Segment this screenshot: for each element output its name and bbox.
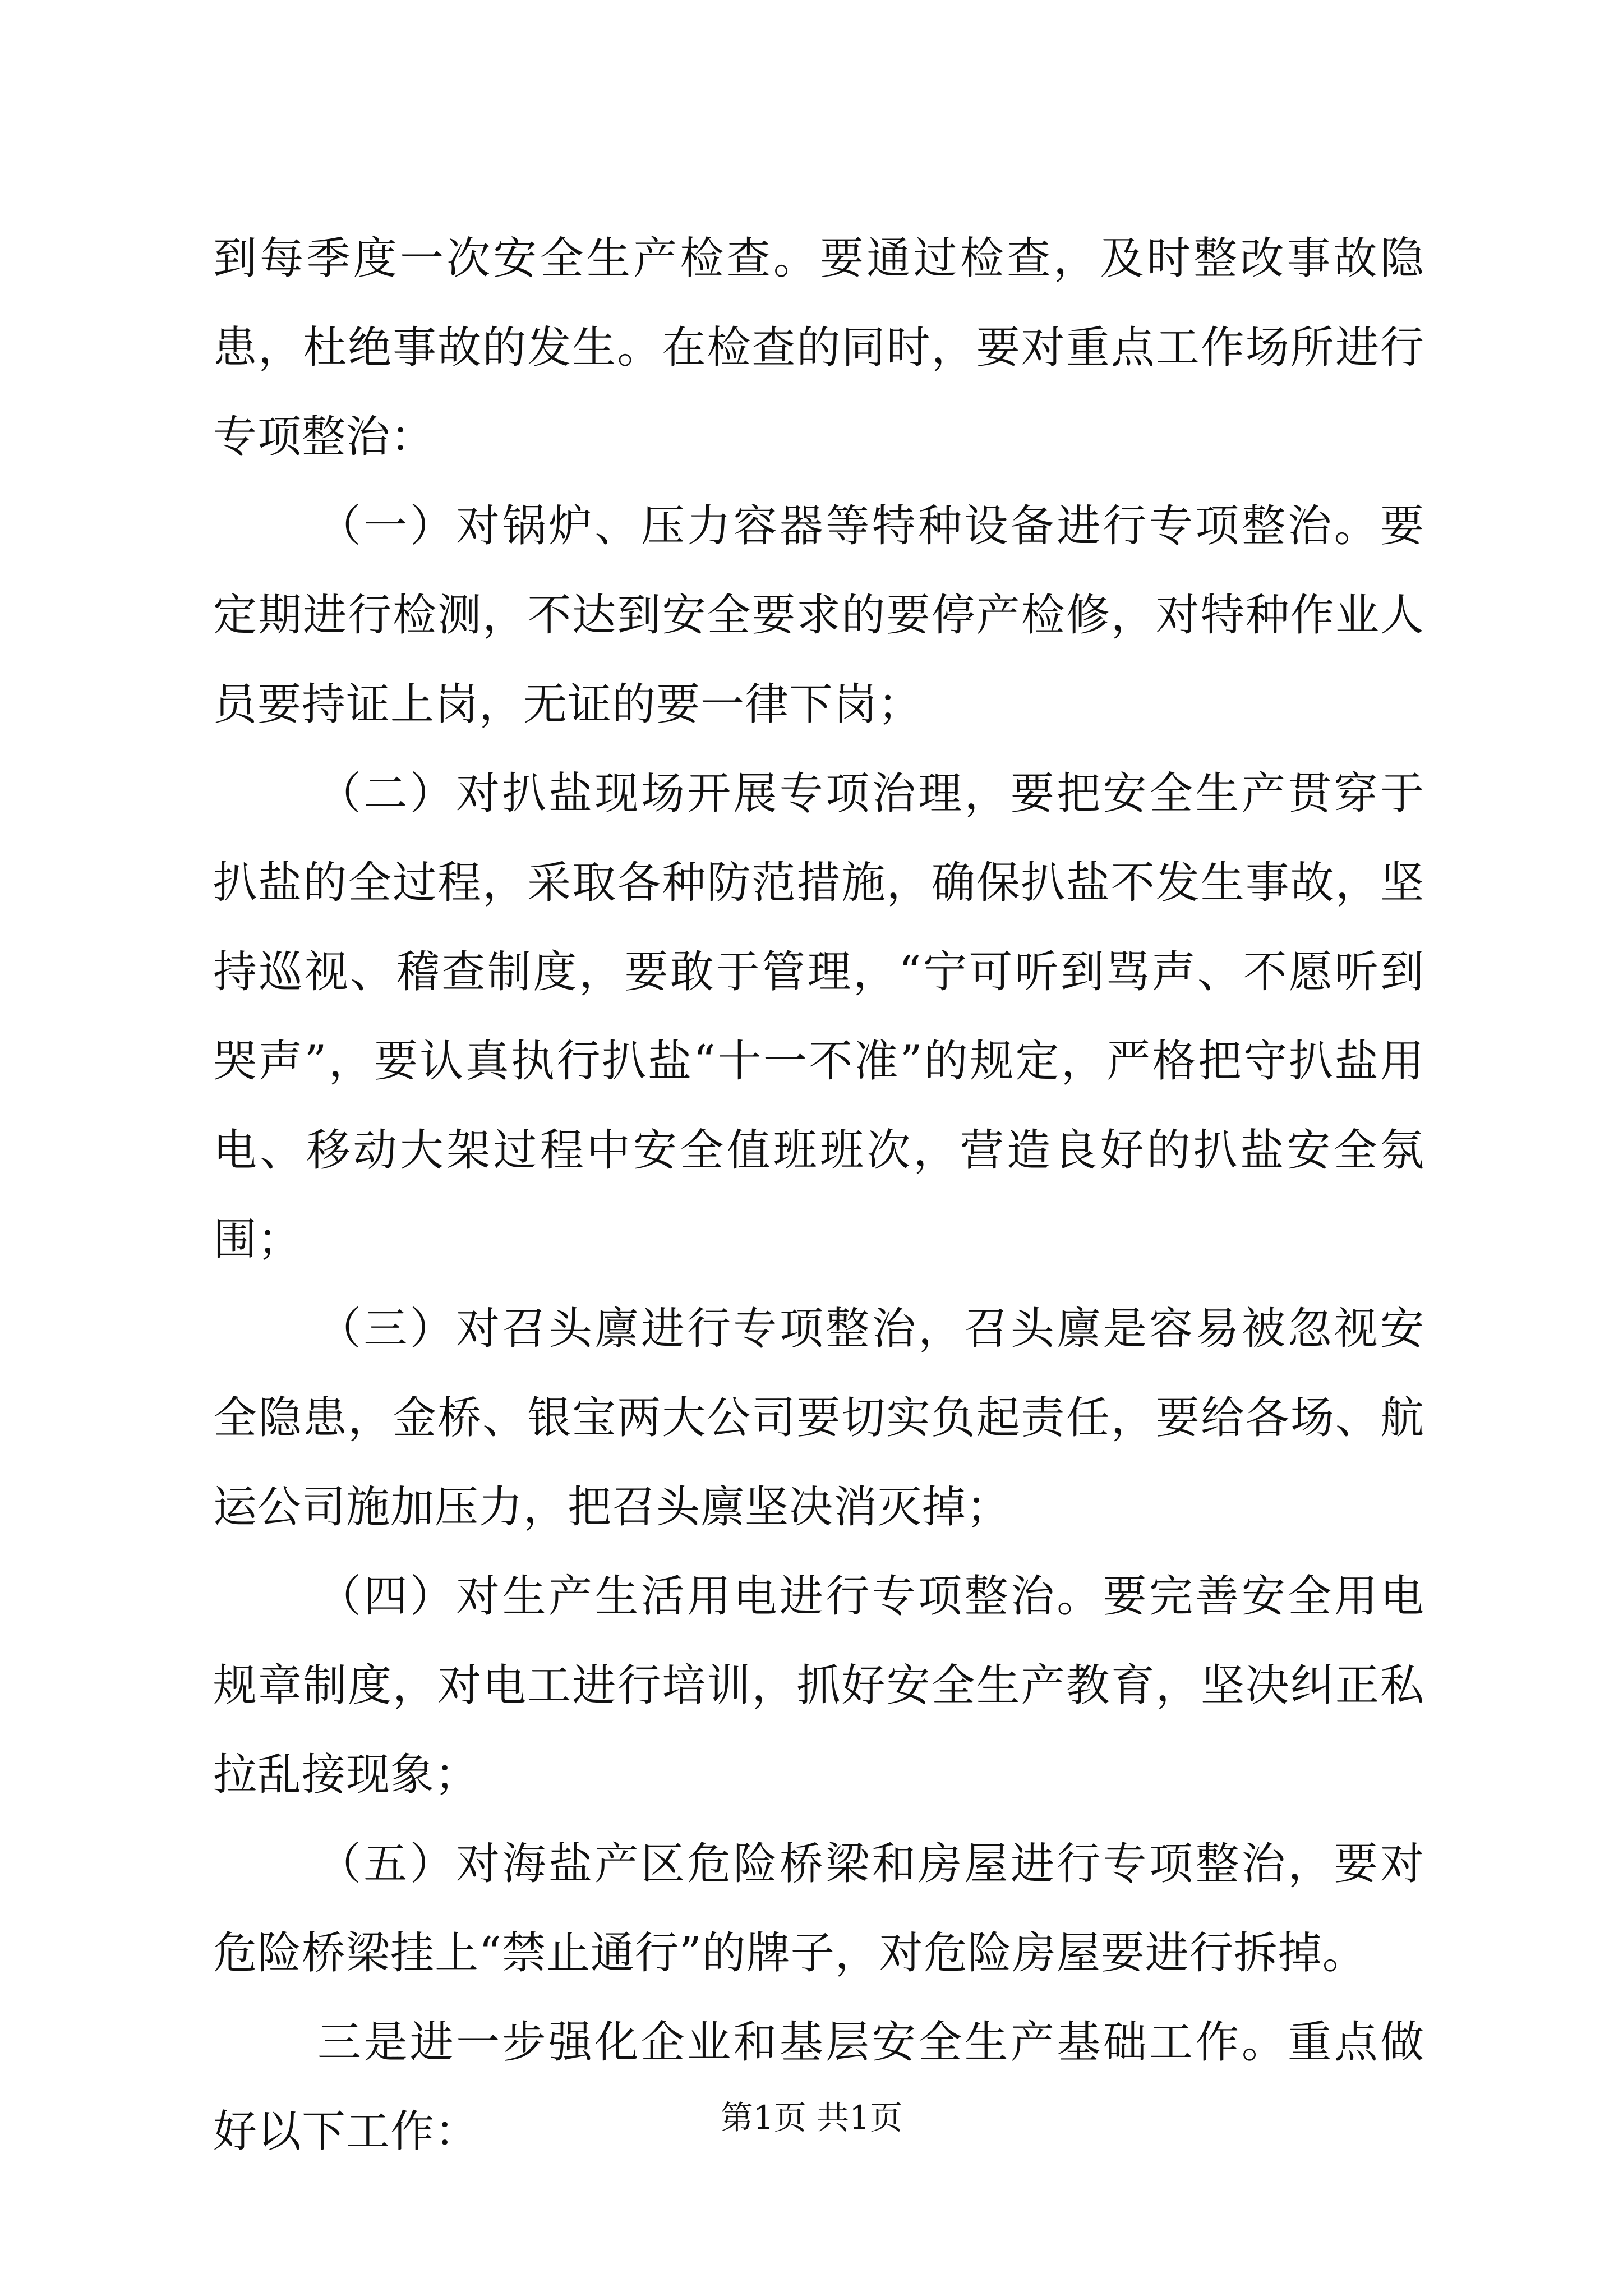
body-text [213,214,1424,2177]
paragraph-item-3: （三）对召头廪进行专项整治，召头廪是容易被忽视安全隐患，金桥、银宝两大公司要切实负起责任，要给各场、航运公司施加压力，把召头廪坚决消灭掉； [213,1304,1424,1533]
paragraph-item-2: （二）对扒盐现场开展专项治理，要把安全生产贯穿于扒盐的全过程，采取各种防范措施，确保扒盐不发生事故，坚持巡视、稽查制度，要敢于管理，“宁可听到骂声、不愿听到哭声”，要认真执行扒盐“十一不准”的规定，严格把守扒盐用电、移动大架过程中安全值班班次，营造良好的扒盐安全氛围； [213,769,1424,1265]
paragraph-continuation: 到每季度一次安全生产检查。要通过检查，及时整改事故隐患，杜绝事故的发生。在检查的同时，要对重点工作场所进行专项整治： [213,233,1424,462]
page-footer: 第1页 共1页 [720,2099,903,2137]
paragraph-item-4: （四）对生产生活用电进行专项整治。要完善安全用电规章制度，对电工进行培训，抓好安全生产教育，坚决纠正私拉乱接现象； [213,1571,1424,1800]
paragraph-section-three: 三是进一步强化企业和基层安全生产基础工作。重点做好以下工作： [213,2017,1424,2157]
paragraph-item-5: （五）对海盐产区危险桥梁和房屋进行专项整治，要对危险桥梁挂上“禁止通行”的牌子，对危险房屋要进行拆掉。 [213,1839,1424,1978]
paragraph-item-1: （一）对锅炉、压力容器等特种设备进行专项整治。要定期进行检测，不达到安全要求的要停产检修，对特种作业人员要持证上岗，无证的要一律下岗； [213,501,1424,730]
